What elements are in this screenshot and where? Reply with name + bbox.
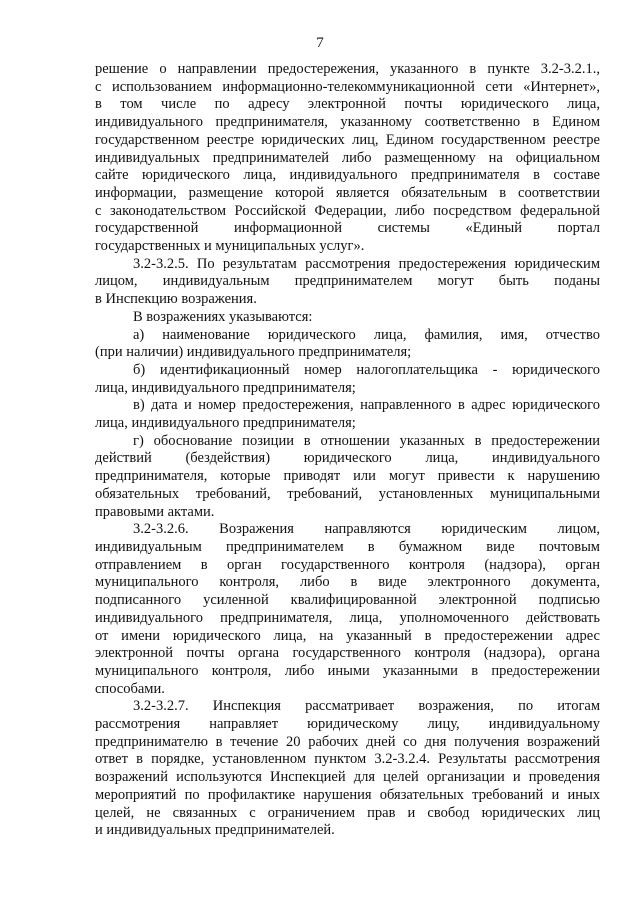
text-line: г) обоснование позиции в отношении указанных в предостережении [133, 432, 600, 449]
text-line: в) дата и номер предостережения, направленного в адрес юридического [133, 397, 600, 414]
text-line: в том числе по адресу электронной почты юридического лица, [95, 96, 600, 113]
text-line: обязательных требований, требований, установленных муниципальными [95, 485, 600, 502]
text-line: ответ в порядке, установленном пунктом 3.2-3.2.4. Результаты рассмотрения [95, 751, 600, 768]
text-line: 3.2-3.2.6. Возражения направляются юридическим лицом, [133, 521, 600, 538]
document-body [95, 61, 600, 840]
text-line: решение о направлении предостережения, указанного в пункте 3.2-3.2.1., [95, 61, 600, 77]
list-item-g [95, 433, 600, 522]
text-line: мероприятий по профилактике нарушения обязательных требований и иных [95, 786, 600, 803]
text-line: 3.2-3.2.7. Инспекция рассматривает возражения, по итогам [133, 698, 600, 715]
text-line: целей, не связанных с ограничением прав и свобод юридических лиц [95, 804, 600, 821]
page-number: 7 [316, 35, 324, 51]
text-line: (при наличии) индивидуального предпринимателя; [95, 344, 412, 361]
text-line: государственном реестре юридических лиц, Едином государственном реестре [95, 131, 600, 148]
text-line: отправлением в орган государственного контроля (надзора), орган [95, 556, 600, 573]
text-line: В возражениях указываются: [133, 308, 313, 325]
text-line: и индивидуальных предпринимателей. [95, 822, 335, 839]
text-line: государственных и муниципальных услуг». [95, 238, 365, 255]
text-line: предпринимателю в течение 20 рабочих дней со дня получения возражений [95, 733, 600, 750]
list-item-v [95, 397, 600, 432]
text-line: правовыми актами. [95, 503, 215, 520]
text-line: возражений используются Инспекцией для целей организации и проведения [95, 769, 600, 786]
text-line: предпринимателя, которые приводят или могут привести к нарушению [95, 468, 600, 485]
text-line: б) идентификационный номер налогоплательщика - юридического [133, 361, 600, 378]
text-line: подписанного усиленной квалифицированной электронной подписью [95, 592, 600, 609]
text-line: действий (бездействия) юридического лица, индивидуального [95, 450, 600, 467]
text-line: от имени юридического лица, на указанный в предостережении адрес [95, 627, 600, 644]
text-line: способами. [95, 680, 165, 697]
text-line: индивидуальных предпринимателей либо размещенному на официальном [95, 149, 600, 166]
text-line: индивидуального предпринимателя, указанному соответственно в Едином [95, 114, 600, 131]
list-item-a [95, 327, 600, 362]
text-line: индивидуального предпринимателя, лица, уполномоченного действовать [95, 609, 600, 626]
paragraph-clause-3-2-6 [95, 521, 600, 698]
paragraph-delivery-method [95, 61, 600, 256]
text-line: с законодательством Российской Федерации, либо посредством федеральной [95, 202, 600, 219]
text-line: муниципального контроля, либо в виде электронного документа, [95, 574, 600, 591]
text-line: лицом, индивидуальным предпринимателем могут быть поданы [95, 273, 600, 290]
paragraph-clause-3-2-7 [95, 698, 600, 840]
text-line: лица, индивидуального предпринимателя; [95, 379, 356, 396]
text-line: с использованием информационно-телекоммуникационной сети «Интернет», [95, 78, 600, 95]
text-line: рассмотрения направляет юридическому лицу, индивидуальному [95, 716, 600, 733]
text-line: а) наименование юридического лица, фамилия, имя, отчество [133, 326, 600, 343]
paragraph-objections-contents [95, 309, 600, 327]
text-line: муниципального контроля, либо иными указанными в предостережении [95, 662, 600, 679]
text-line: 3.2-3.2.5. По результатам рассмотрения предостережения юридическим [133, 255, 600, 272]
text-line: в Инспекцию возражения. [95, 291, 257, 308]
text-line: индивидуальным предпринимателем в бумажном виде почтовым [95, 538, 600, 555]
text-line: информации, размещение которой является обязательным в соответствии [95, 184, 600, 201]
text-line: государственной информационной системы «Единый портал [95, 220, 600, 237]
list-item-b [95, 362, 600, 397]
text-line: электронной почты органа государственного контроля (надзора), органа [95, 645, 600, 662]
text-line: лица, индивидуального предпринимателя; [95, 415, 356, 432]
text-line: сайте юридического лица, индивидуального предпринимателя в составе [95, 167, 600, 184]
paragraph-clause-3-2-5 [95, 256, 600, 309]
